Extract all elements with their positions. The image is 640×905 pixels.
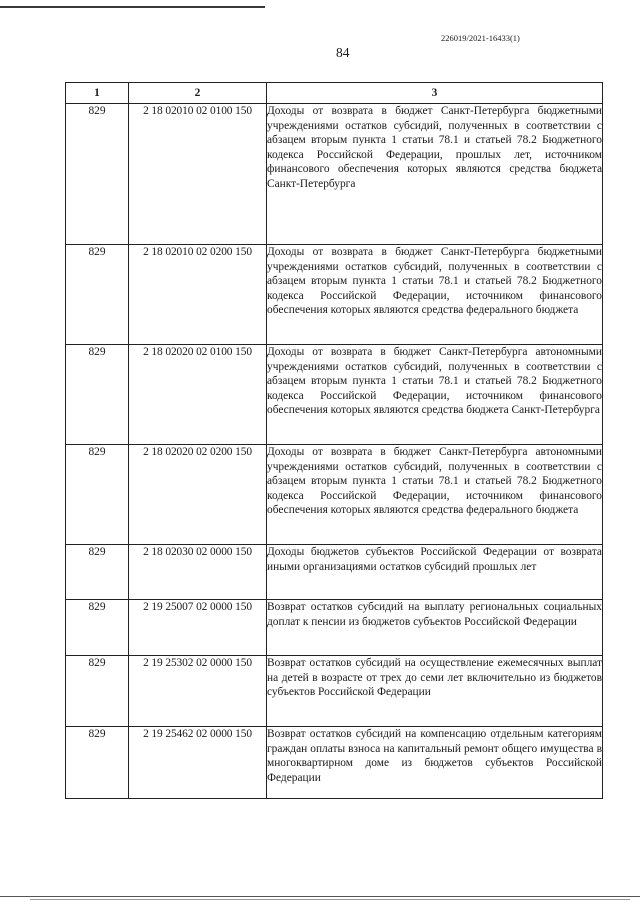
budget-code-cell: 2 18 02010 02 0100 150 [129,104,267,245]
description-cell: Возврат остатков субсидий на компенсацию отдельным категориям граждан оплаты взноса на капитальный ремонт общего имущества в многоквартирном доме из бюджетов субъектов Российской Федерации [267,727,603,799]
admin-code-cell: 829 [66,727,129,799]
budget-code-cell: 2 18 02020 02 0100 150 [129,345,267,445]
table-row [66,445,603,545]
bottom-scan-rule [0,896,640,897]
description-cell: Доходы от возврата в бюджет Санкт-Петербурга автономными учреждениями остатков субсидий, полученных в соответствии с абзацем вторым пункта 1 статьи 78.1 и статьей 78.2 Бюджетного кодекса Российской Федерации, источником финансового обеспечения которых являются средства федерального бюджета [267,445,603,545]
admin-code-cell: 829 [66,656,129,727]
table-row [66,245,603,345]
table-header-row [66,83,603,104]
admin-code-cell: 829 [66,245,129,345]
admin-code-cell: 829 [66,445,129,545]
bottom-scan-rule-secondary [30,899,630,900]
page-number: 84 [336,45,350,60]
table-row [66,600,603,656]
column-header: 1 [66,83,129,104]
document-reference: 226019/2021-16433(1) [441,33,520,43]
column-header: 2 [129,83,267,104]
admin-code-cell: 829 [66,600,129,656]
description-cell: Доходы от возврата в бюджет Санкт-Петербурга бюджетными учреждениями остатков субсидий, полученных в соответствии с абзацем вторым пункта 1 статьи 78.1 и статьей 78.2 Бюджетного кодекса Российской Федерации, прошлых лет, источником финансового обеспечения которых являются средства бюджета Санкт-Петербурга [267,104,603,245]
admin-code-cell: 829 [66,104,129,245]
budget-code-cell: 2 18 02020 02 0200 150 [129,445,267,545]
budget-code-cell: 2 19 25462 02 0000 150 [129,727,267,799]
table-row [66,104,603,245]
table-row [66,545,603,600]
top-scan-rule [0,6,265,8]
description-cell: Доходы бюджетов субъектов Российской Федерации от возврата иными организациями остатков субсидий прошлых лет [267,545,603,600]
table-row [66,656,603,727]
column-header: 3 [267,83,603,104]
budget-code-cell: 2 19 25302 02 0000 150 [129,656,267,727]
table-row [66,345,603,445]
admin-code-cell: 829 [66,545,129,600]
budget-code-cell: 2 19 25007 02 0000 150 [129,600,267,656]
budget-code-cell: 2 18 02010 02 0200 150 [129,245,267,345]
budget-code-cell: 2 18 02030 02 0000 150 [129,545,267,600]
description-cell: Доходы от возврата в бюджет Санкт-Петербурга автономными учреждениями остатков субсидий, полученных в соответствии с абзацем вторым пункта 1 статьи 78.1 и статьей 78.2 Бюджетного кодекса Российской Федерации, источником финансового обеспечения которых являются средства бюджета Санкт-Петербурга [267,345,603,445]
description-cell: Доходы от возврата в бюджет Санкт-Петербурга бюджетными учреждениями остатков субсидий, полученных в соответствии с абзацем вторым пункта 1 статьи 78.1 и статьей 78.2 Бюджетного кодекса Российской Федерации, источником финансового обеспечения которых являются средства федерального бюджета [267,245,603,345]
description-cell: Возврат остатков субсидий на выплату региональных социальных доплат к пенсии из бюджетов субъектов Российской Федерации [267,600,603,656]
description-cell: Возврат остатков субсидий на осуществление ежемесячных выплат на детей в возрасте от трех до семи лет включительно из бюджетов субъектов Российской Федерации [267,656,603,727]
admin-code-cell: 829 [66,345,129,445]
table-row [66,727,603,799]
revenue-code-table [65,82,603,799]
